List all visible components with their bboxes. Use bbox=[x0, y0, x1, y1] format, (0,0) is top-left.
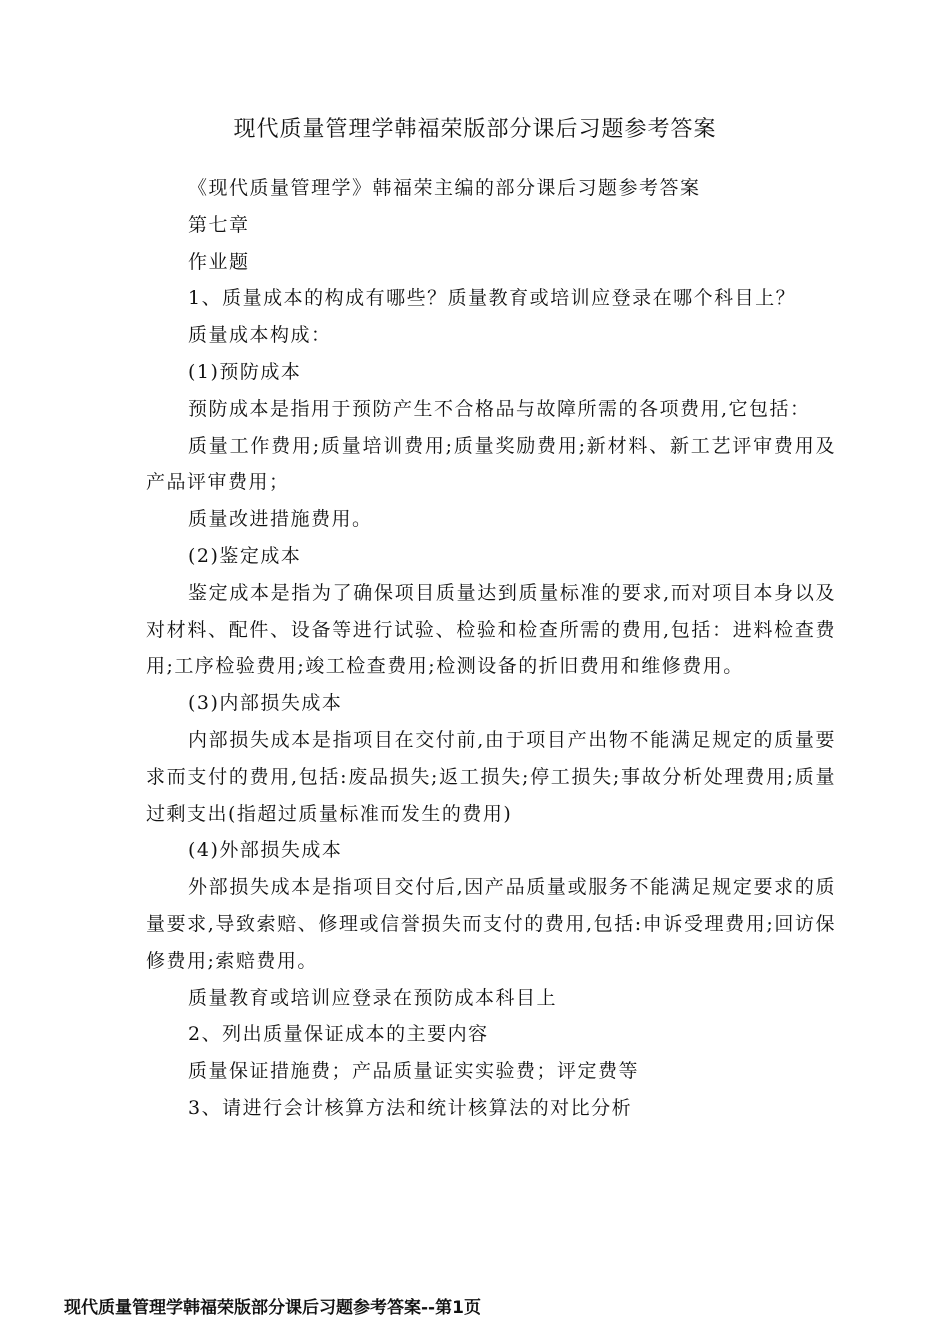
paragraph-question-1: 1、质量成本的构成有哪些？质量教育或培训应登录在哪个科目上？ bbox=[188, 287, 797, 310]
paragraph-heading: (2)鉴定成本 bbox=[188, 544, 302, 567]
paragraph: 鉴定成本是指为了确保项目质量达到质量标准的要求,而对项目本身以及对材料、配件、设备等进行试验、检验和检查所需的费用,包括：进料检查费用;工序检验费用;竣工检查费用;检测设备的折旧费用和维修费用。 bbox=[146, 581, 836, 678]
document-body bbox=[146, 170, 836, 1127]
paragraph-heading: (3)内部损失成本 bbox=[188, 692, 343, 715]
paragraph: 预防成本是指用于预防产生不合格品与故障所需的各项费用,它包括： bbox=[188, 397, 811, 420]
paragraph: 质量成本构成： bbox=[188, 324, 332, 347]
paragraph-heading: (4)外部损失成本 bbox=[188, 839, 343, 862]
paragraph-heading: (1)预防成本 bbox=[188, 360, 302, 383]
paragraph: 质量工作费用;质量培训费用;质量奖励费用;新材料、新工艺评审费用及产品评审费用； bbox=[146, 434, 836, 494]
paragraph: 质量教育或培训应登录在预防成本科目上 bbox=[188, 986, 558, 1009]
paragraph: 质量保证措施费；产品质量证实实验费；评定费等 bbox=[188, 1060, 640, 1083]
paragraph-question-3: 3、请进行会计核算方法和统计核算法的对比分析 bbox=[188, 1096, 633, 1119]
paragraph-question-2: 2、列出质量保证成本的主要内容 bbox=[188, 1023, 489, 1046]
paragraph-subtitle: 《现代质量管理学》韩福荣主编的部分课后习题参考答案 bbox=[188, 177, 701, 199]
paragraph-section: 作业题 bbox=[188, 250, 250, 273]
paragraph: 内部损失成本是指项目在交付前,由于项目产出物不能满足规定的质量要求而支付的费用,包括:废品损失;返工损失;停工损失;事故分析处理费用;质量过剩支出(指超过质量标准而发生的费用) bbox=[146, 728, 836, 825]
paragraph: 质量改进措施费用。 bbox=[188, 508, 373, 531]
paragraph: 外部损失成本是指项目交付后,因产品质量或服务不能满足规定要求的质量要求,导致索赔、修理或信誉损失而支付的费用,包括:申诉受理费用;回访保修费用;索赔费用。 bbox=[146, 876, 836, 972]
page-footer: 现代质量管理学韩福荣版部分课后习题参考答案--第1页 bbox=[64, 1298, 481, 1318]
paragraph-chapter: 第七章 bbox=[188, 213, 250, 236]
document-title: 现代质量管理学韩福荣版部分课后习题参考答案 bbox=[233, 117, 717, 142]
